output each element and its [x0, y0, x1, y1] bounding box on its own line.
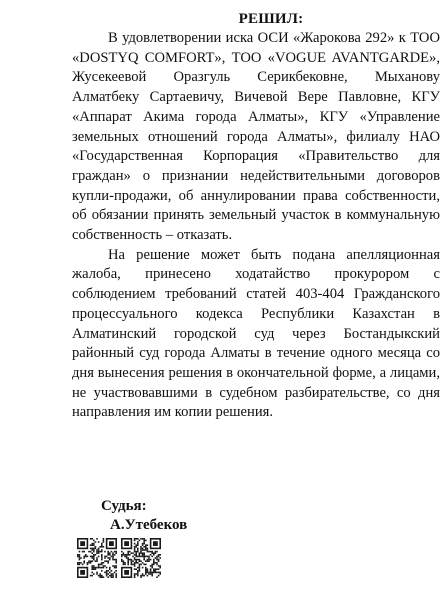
- decision-paragraph-1: В удовлетворении иска ОСИ «Жарокова 292» к ТОО «DOSTYQ COMFORT», ТОО «VOGUE AVANTGARDE», Жусекеевой Оразгуль Серикбековне, Мыханову Алматбеку Сартаевичу, Вичевой Вере Павловне, КГУ «Аппарат Акима города Алматы», КГУ «Управление земельных отношений города Алматы», филиалу НАО «Государственная Корпорация «Правительство для граждан» о признании недействительными договоров купли-продажи, об аннулировании права собственности, об обязании принять земельный участок в коммунальную собственность – отказать.: [72, 30, 440, 244]
- qr-code-icon: [77, 538, 117, 578]
- decision-heading: РЕШИЛ:: [238, 11, 304, 27]
- judge-name: А.Утебеков: [110, 517, 188, 533]
- judge-title: Судья:: [101, 498, 147, 514]
- qr-code-icon: [121, 538, 161, 578]
- decision-paragraph-2: На решение может быть подана апелляционная жалоба, принесено ходатайство прокурором с соблюдением требований статей 403-404 Гражданского процессуального кодекса Республики Казахстан в Алматинский городской суд через Бостандыкский районный суд города Алматы в течение одного месяца со дня вынесения решения в окончательной форме, а лицами, не участвовавшими в судебном разбирательстве, со дня направления им копии решения.: [72, 246, 440, 421]
- qr-code-row: [77, 538, 161, 578]
- document-body: [72, 10, 440, 423]
